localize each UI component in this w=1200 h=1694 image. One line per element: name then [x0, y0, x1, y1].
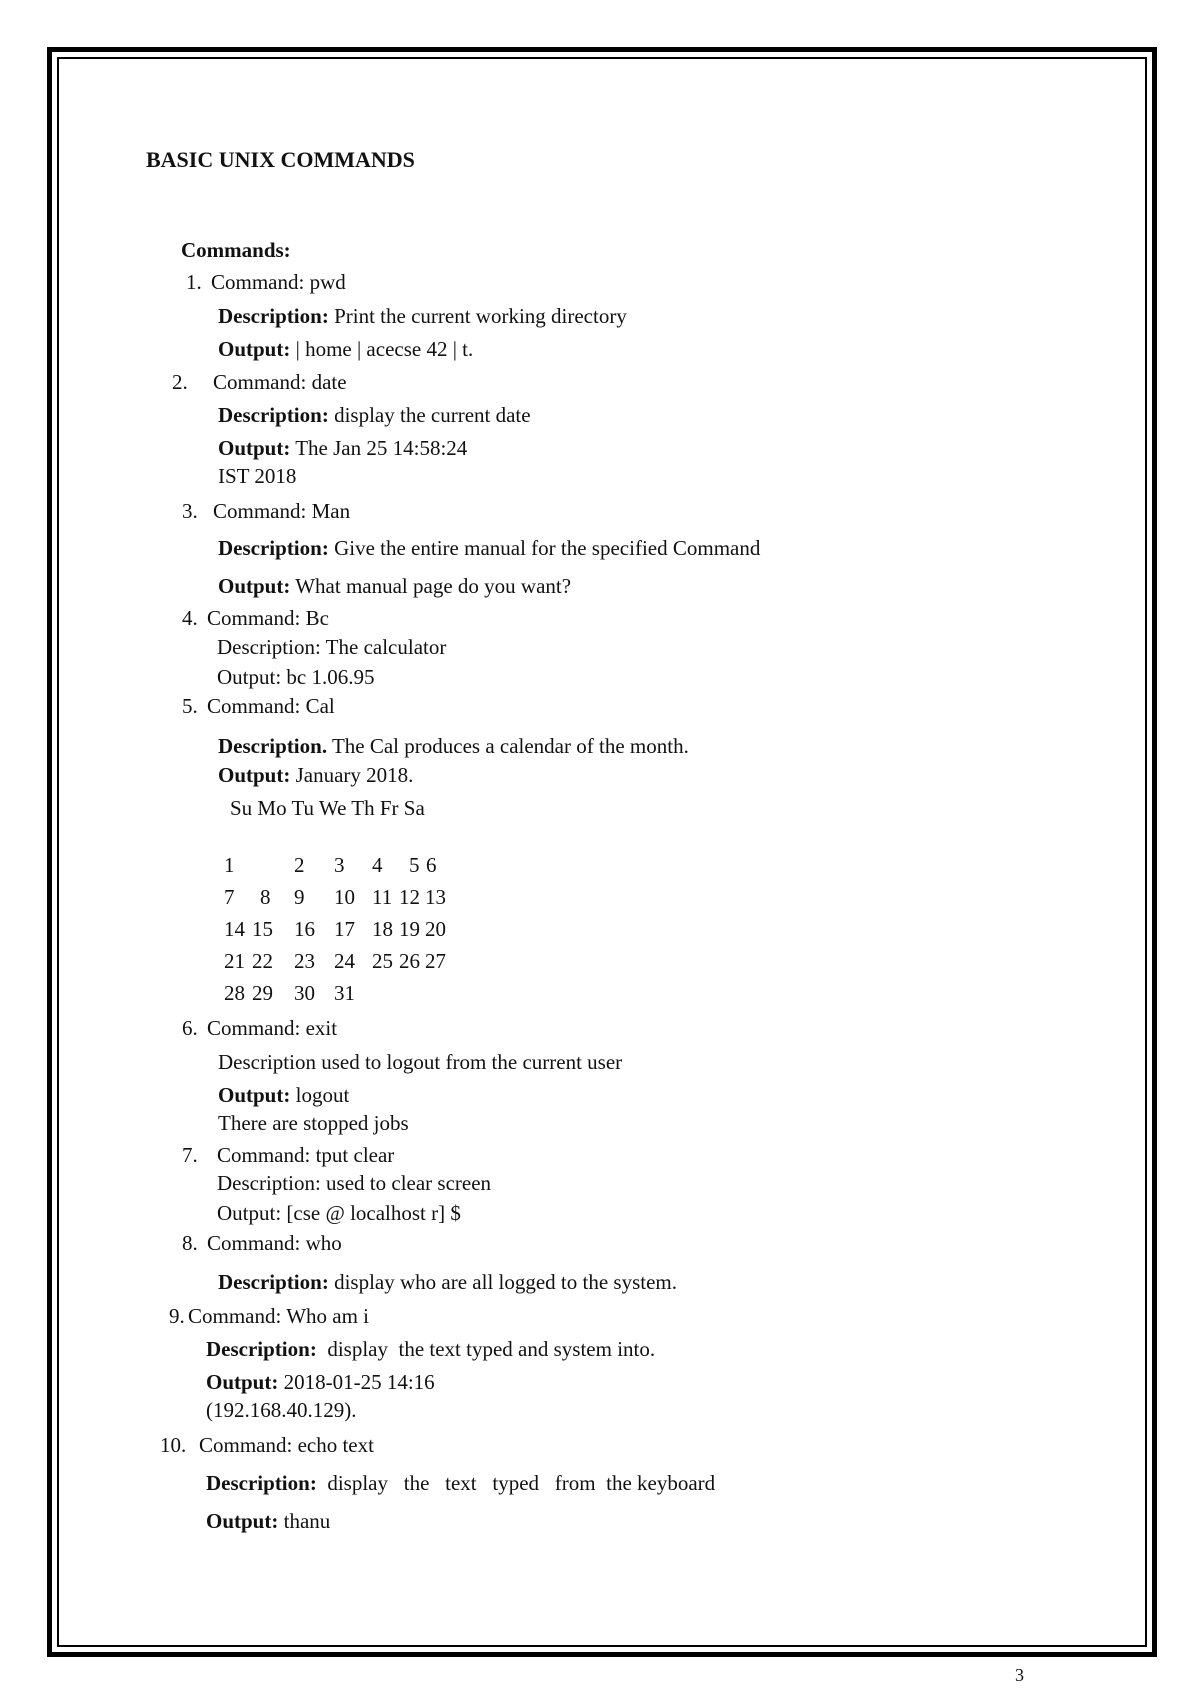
item-3-output: Output: What manual page do you want? — [218, 574, 572, 598]
item-6-number: 6. — [182, 1016, 198, 1040]
item-8-number: 8. — [182, 1231, 198, 1255]
item-9-output: Output: 2018-01-25 14:16 — [206, 1370, 435, 1394]
item-7-description: Description: used to clear screen — [217, 1171, 492, 1195]
item-1-output: Output: | home | acecse 42 | t. — [218, 337, 474, 361]
calendar-day: 18 — [372, 917, 393, 941]
calendar-weekday-header: Su Mo Tu We Th Fr Sa — [230, 796, 425, 820]
item-3-description: Description: Give the entire manual for the specified Command — [218, 536, 761, 560]
calendar-day: 28 — [224, 981, 245, 1005]
calendar-day: 21 — [224, 949, 245, 973]
calendar-day: 27 — [425, 949, 446, 973]
item-7-command: Command: tput clear — [217, 1143, 395, 1167]
item-2-output: Output: The Jan 25 14:58:24 — [218, 436, 468, 460]
calendar-day: 15 — [252, 917, 273, 941]
calendar-day: 14 — [224, 917, 245, 941]
item-7-number: 7. — [182, 1143, 198, 1167]
calendar-day: 17 — [334, 917, 355, 941]
item-8-description: Description: display who are all logged to the system. — [218, 1270, 678, 1294]
calendar-day: 12 — [399, 885, 420, 909]
item-5-number: 5. — [182, 694, 198, 718]
calendar-day: 29 — [252, 981, 273, 1005]
calendar-day: 10 — [334, 885, 355, 909]
calendar-day: 5 — [409, 853, 420, 877]
item-5-output: Output: January 2018. — [218, 763, 414, 787]
calendar-day: 9 — [294, 885, 305, 909]
calendar-day: 16 — [294, 917, 315, 941]
item-9-number: 9. — [169, 1304, 185, 1328]
page-title: BASIC UNIX COMMANDS — [146, 147, 415, 172]
calendar-day: 26 — [399, 949, 420, 973]
calendar-day: 6 — [426, 853, 437, 877]
item-4-description: Description: The calculator — [217, 635, 447, 659]
item-9-output-line2: (192.168.40.129). — [206, 1398, 357, 1422]
item-9-description: Description: display the text typed and system into. — [206, 1337, 656, 1361]
item-10-output: Output: thanu — [206, 1509, 331, 1533]
item-5-description: Description. The Cal produces a calendar of the month. — [218, 734, 689, 758]
item-6-command: Command: exit — [207, 1016, 338, 1040]
item-2-output-line2: IST 2018 — [218, 464, 297, 488]
item-1-number: 1. — [186, 270, 202, 294]
item-2-description: Description: display the current date — [218, 403, 531, 427]
item-3-command: Command: Man — [213, 499, 351, 523]
item-10-command: Command: echo text — [199, 1433, 374, 1457]
calendar-day: 24 — [334, 949, 355, 973]
calendar-day: 31 — [334, 981, 355, 1005]
item-6-description: Description used to logout from the current user — [218, 1050, 623, 1074]
item-3-number: 3. — [182, 499, 198, 523]
page-number: 3 — [1015, 1665, 1024, 1685]
calendar-day: 3 — [334, 853, 345, 877]
calendar-day: 22 — [252, 949, 273, 973]
item-4-command: Command: Bc — [207, 606, 329, 630]
item-1-description: Description: Print the current working directory — [218, 304, 627, 328]
item-2-number: 2. — [172, 370, 188, 394]
calendar-day: 1 — [224, 853, 235, 877]
calendar-day: 20 — [425, 917, 446, 941]
item-6-output: Output: logout — [218, 1083, 350, 1107]
item-8-command: Command: who — [207, 1231, 342, 1255]
item-5-command: Command: Cal — [207, 694, 335, 718]
calendar-day: 11 — [372, 885, 393, 909]
item-4-output: Output: bc 1.06.95 — [217, 665, 375, 689]
item-6-output-line2: There are stopped jobs — [218, 1111, 409, 1135]
commands-heading: Commands: — [181, 238, 291, 262]
item-1-command: Command: pwd — [211, 270, 346, 294]
item-10-number: 10. — [160, 1433, 187, 1457]
item-4-number: 4. — [182, 606, 198, 630]
calendar-day: 13 — [425, 885, 446, 909]
item-2-command: Command: date — [213, 370, 347, 394]
item-10-description: Description: display the text typed from the keyboard — [206, 1471, 716, 1495]
item-9-command: Command: Who am i — [188, 1304, 370, 1328]
calendar-day: 30 — [294, 981, 315, 1005]
item-7-output: Output: [cse @ localhost r] $ — [217, 1201, 461, 1225]
calendar-day: 2 — [294, 853, 305, 877]
calendar-day: 19 — [399, 917, 420, 941]
calendar-day: 25 — [372, 949, 393, 973]
calendar-day: 7 — [224, 885, 235, 909]
calendar-day: 4 — [372, 853, 383, 877]
calendar-day: 8 — [260, 885, 271, 909]
calendar-day: 23 — [294, 949, 315, 973]
